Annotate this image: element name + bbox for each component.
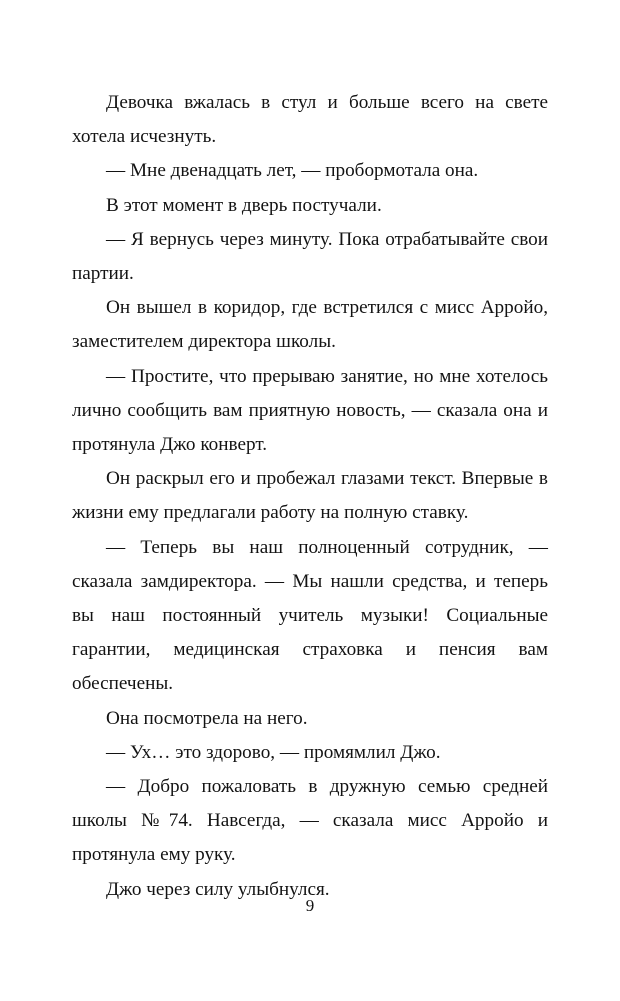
- paragraph: Она посмотрела на него.: [106, 707, 308, 729]
- page-body: [72, 86, 548, 907]
- paragraph: — Добро пожаловать в дружную семью средней школы №74. Навсегда, — сказала мисс Appойо и протянула ему руку.: [72, 776, 548, 866]
- paragraph: Он вышел в коридор, где встретился с мисс Appойо, заместителем директора школы.: [72, 297, 548, 353]
- paragraph: Он раскрыл его и пробежал глазами текст. Впервые в жизни ему предлагали работу на полную ставку.: [72, 468, 548, 524]
- paragraph: — Простите, что прерываю занятие, но мне хотелось лично сообщить вам приятную новость, — сказала она и протянула Джо конверт.: [72, 365, 548, 456]
- paragraph: — Ух… это здорово, — промямлил Джо.: [106, 741, 441, 763]
- paragraph: Девочка вжалась в стул и больше всего на свете хотела исчезнуть.: [72, 92, 548, 148]
- paragraph: — Теперь вы наш полноценный сотрудник, — сказала замдиректора. — Мы нашли средства, и теперь вы наш постоянный учитель музыки! Социальные гарантии, медицинская страховка и пенсия вам обеспечены.: [72, 536, 548, 695]
- paragraph: Джо через силу улыбнулся.: [106, 878, 330, 900]
- paragraph: В этот момент в дверь постучали.: [106, 194, 382, 216]
- paragraph: — Мне двенадцать лет, — пробормотала она.: [106, 160, 479, 182]
- paragraph: — Я вернусь через минуту. Пока отрабатывайте свои партии.: [72, 228, 548, 285]
- page-number: 9: [305, 896, 315, 915]
